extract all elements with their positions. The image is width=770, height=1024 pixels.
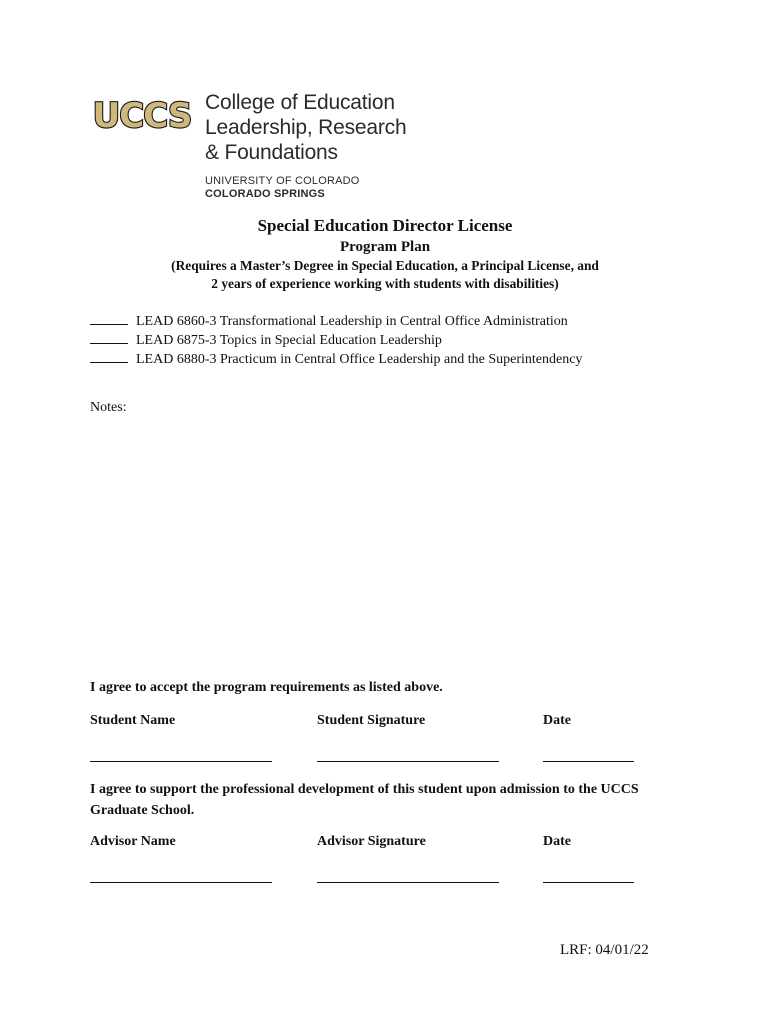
college-line-3: & Foundations: [205, 141, 338, 164]
course-item: [90, 350, 582, 369]
revision-code: LRF: 04/01/22: [560, 942, 649, 958]
advisor-signature-label: Advisor Signature: [317, 834, 426, 849]
college-name: [205, 90, 406, 201]
course-item: [90, 331, 582, 350]
advisor-date-line[interactable]: [543, 882, 634, 883]
document-heading: [0, 215, 770, 293]
course-check-blank[interactable]: [90, 350, 128, 363]
student-name-line[interactable]: [90, 761, 272, 762]
requirements-line-2: 2 years of experience working with students with disabilities): [211, 276, 559, 291]
advisor-agreement: I agree to support the professional development of this student upon admission to the UCCS Graduate School.: [90, 782, 639, 818]
course-label: LEAD 6875-3 Topics in Special Education Leadership: [136, 333, 442, 348]
college-line-2: Leadership, Research: [205, 116, 407, 139]
course-label: LEAD 6880-3 Practicum in Central Office Leadership and the Superintendency: [136, 352, 583, 367]
university-line-2: COLORADO SPRINGS: [205, 188, 325, 200]
document-title: Special Education Director License: [257, 216, 513, 235]
student-signature-line[interactable]: [317, 761, 499, 762]
requirements-line-1: (Requires a Master’s Degree in Special Education, a Principal License, and: [171, 258, 599, 273]
college-line-1: College of Education: [205, 91, 395, 114]
student-date-line[interactable]: [543, 761, 634, 762]
uccs-wordmark-icon: [90, 96, 194, 134]
student-agreement: I agree to accept the program requirements as listed above.: [90, 680, 443, 695]
uccs-logo: [90, 90, 430, 200]
student-date-label: Date: [543, 713, 571, 728]
course-check-blank[interactable]: [90, 331, 128, 344]
course-item: [90, 312, 582, 331]
course-list: [90, 312, 582, 369]
advisor-name-label: Advisor Name: [90, 834, 176, 849]
advisor-date-label: Date: [543, 834, 571, 849]
advisor-name-line[interactable]: [90, 882, 272, 883]
student-name-label: Student Name: [90, 713, 176, 728]
notes-label: Notes:: [90, 400, 127, 415]
university-line-1: UNIVERSITY OF COLORADO: [205, 175, 360, 187]
document-subtitle: Program Plan: [339, 239, 431, 255]
uccs-wordmark-text: UCCS: [92, 96, 192, 134]
course-label: LEAD 6860-3 Transformational Leadership in Central Office Administration: [136, 314, 568, 329]
course-check-blank[interactable]: [90, 312, 128, 325]
advisor-signature-line[interactable]: [317, 882, 499, 883]
student-signature-label: Student Signature: [317, 713, 426, 728]
